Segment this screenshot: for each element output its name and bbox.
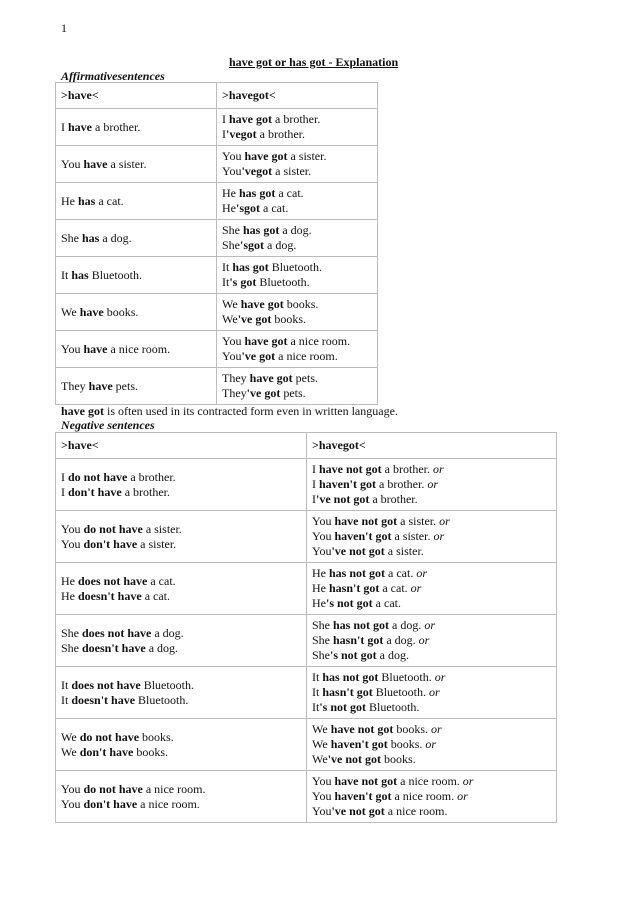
bold-verb: have got <box>61 404 104 418</box>
text-segment: a dog. <box>383 633 419 647</box>
bold-verb: haven't got <box>334 789 392 803</box>
bold-verb: have got <box>240 297 284 311</box>
text-segment: You <box>222 349 242 363</box>
table-row <box>56 615 557 667</box>
text-segment: a brother. <box>272 112 321 126</box>
text-segment: a nice room. <box>107 341 171 356</box>
text-segment: She <box>312 633 333 647</box>
bold-verb: haven't got <box>319 477 376 491</box>
have-got-cell <box>217 257 378 294</box>
text-segment: You <box>312 804 332 818</box>
text-segment: a brother. <box>369 492 418 506</box>
text-segment: a sister. <box>142 521 182 536</box>
bold-verb: have got <box>244 334 288 348</box>
text-segment: You <box>312 789 335 803</box>
text-segment: It <box>222 260 233 274</box>
bold-verb: 'vegot <box>226 127 257 141</box>
or-label: or <box>424 618 436 632</box>
bold-verb: 've got <box>246 386 281 400</box>
have-cell <box>56 563 307 615</box>
text-segment: It <box>61 267 72 282</box>
text-segment: a cat. <box>275 186 304 200</box>
text-segment: You <box>222 149 245 163</box>
table-row <box>56 563 557 615</box>
bold-verb: 've got <box>241 349 276 363</box>
affirmative-heading: Affirmativesentences <box>61 69 165 83</box>
bold-verb: 've got <box>237 312 272 326</box>
bold-verb: have got <box>249 371 293 385</box>
bold-verb: have not got <box>319 462 382 476</box>
text-segment: You <box>312 544 332 558</box>
text-segment: It <box>222 275 230 289</box>
bold-verb: does not have <box>82 625 152 640</box>
bold-verb: 'vegot <box>241 164 273 178</box>
or-label: or <box>457 789 468 803</box>
text-segment: a dog. <box>145 640 179 655</box>
text-segment: Bluetooth. <box>378 670 435 684</box>
bold-verb: has got <box>232 260 269 274</box>
text-segment: He <box>61 573 78 588</box>
affirmative-table <box>55 82 378 405</box>
contraction-note <box>61 404 398 419</box>
text-segment: a dog. <box>279 223 312 237</box>
have-cell <box>56 220 217 257</box>
table-row <box>56 667 557 719</box>
table-row <box>56 511 557 563</box>
text-segment: a nice room. <box>142 781 206 796</box>
text-segment: a sister. <box>137 536 177 551</box>
bold-verb: have got <box>244 149 288 163</box>
text-segment: She <box>61 230 82 245</box>
text-segment: a dog. <box>389 618 425 632</box>
header-have-got: >havegot< <box>217 83 378 109</box>
have-got-cell <box>217 294 378 331</box>
bold-verb: 's not got <box>326 596 373 610</box>
text-segment: You <box>222 334 245 348</box>
text-segment: a cat. <box>372 596 401 610</box>
or-label: or <box>431 722 442 736</box>
have-got-cell <box>307 459 557 511</box>
have-cell <box>56 294 217 331</box>
have-cell <box>56 459 307 511</box>
bold-verb: do not have <box>68 469 128 484</box>
have-cell <box>56 719 307 771</box>
or-label: or <box>434 670 446 684</box>
table-header-row <box>56 83 378 109</box>
text-segment: a sister. <box>391 529 434 543</box>
text-segment: a brother. <box>127 469 176 484</box>
bold-verb: have <box>83 156 108 171</box>
text-segment: I <box>61 484 68 499</box>
or-label: or <box>433 529 445 543</box>
text-segment: He <box>312 596 326 610</box>
page-number: 1 <box>61 21 67 35</box>
text-segment: is often used in its contracted form even in written language. <box>104 404 398 418</box>
text-segment: We <box>61 304 80 319</box>
text-segment: books. <box>283 297 319 311</box>
text-segment: a dog. <box>151 625 184 640</box>
bold-verb: don't have <box>83 796 138 811</box>
text-segment: a sister. <box>107 156 147 171</box>
text-segment: I <box>61 119 68 134</box>
text-segment: It <box>312 700 320 714</box>
have-got-cell <box>217 183 378 220</box>
table-row <box>56 368 378 405</box>
bold-verb: don't have <box>79 744 134 759</box>
text-segment: You <box>61 521 84 536</box>
bold-verb: have not got <box>334 774 398 788</box>
text-segment: Bluetooth. <box>140 677 195 692</box>
table-row <box>56 771 557 823</box>
text-segment: a dog. <box>376 648 409 662</box>
text-segment: He <box>61 193 78 208</box>
bold-verb: 've not got <box>331 804 385 818</box>
bold-verb: doesn't have <box>71 692 136 707</box>
text-segment: She <box>61 640 82 655</box>
text-segment: books. <box>103 304 139 319</box>
bold-verb: don't have <box>68 484 122 499</box>
have-cell <box>56 257 217 294</box>
text-segment: You <box>312 529 335 543</box>
text-segment: They <box>222 386 247 400</box>
text-segment: It <box>312 685 323 699</box>
or-label: or <box>427 477 438 491</box>
have-got-cell <box>307 667 557 719</box>
bold-verb: does not have <box>71 677 141 692</box>
have-cell <box>56 615 307 667</box>
text-segment: She <box>312 648 330 662</box>
bold-verb: has got <box>243 223 280 237</box>
table-row <box>56 257 378 294</box>
bold-verb: does not have <box>78 573 148 588</box>
text-segment: books. <box>387 737 426 751</box>
or-label: or <box>439 514 450 528</box>
table-row <box>56 331 378 368</box>
text-segment: a nice room. <box>391 789 458 803</box>
bold-verb: have got <box>229 112 272 126</box>
bold-verb: have <box>79 304 104 319</box>
or-label: or <box>425 737 437 751</box>
text-segment: a dog. <box>99 230 132 245</box>
bold-verb: haven't got <box>330 737 388 751</box>
text-segment: I <box>312 492 316 506</box>
text-segment: a brother. <box>92 119 141 134</box>
have-got-cell <box>307 615 557 667</box>
bold-verb: 's not got <box>319 700 367 714</box>
have-cell <box>56 183 217 220</box>
table-row <box>56 146 378 183</box>
table-row <box>56 109 378 146</box>
or-label: or <box>416 566 427 580</box>
page-title: have got or has got - Explanation <box>229 55 399 69</box>
text-segment: a sister. <box>384 544 424 558</box>
text-segment: She <box>222 238 240 252</box>
header-have-got: >havegot< <box>307 433 557 459</box>
text-segment: He <box>312 581 329 595</box>
text-segment: We <box>61 729 80 744</box>
text-segment: a nice room. <box>397 774 463 788</box>
bold-verb: 've not got <box>331 544 385 558</box>
bold-verb: has <box>71 267 89 282</box>
bold-verb: has not got <box>329 566 386 580</box>
text-segment: We <box>222 297 241 311</box>
negative-heading: Negative sentences <box>61 418 155 432</box>
or-label: or <box>410 581 422 595</box>
have-cell <box>56 771 307 823</box>
text-segment: a nice room. <box>275 349 338 363</box>
text-segment: You <box>312 774 335 788</box>
text-segment: a brother. <box>376 477 428 491</box>
text-segment: books. <box>381 752 416 766</box>
header-have: >have< <box>56 433 307 459</box>
text-segment: a nice room. <box>384 804 448 818</box>
have-got-cell <box>217 368 378 405</box>
or-label: or <box>418 633 430 647</box>
have-cell <box>56 368 217 405</box>
bold-verb: 'sgot <box>240 238 264 252</box>
text-segment: He <box>222 201 236 215</box>
text-segment: a sister. <box>287 149 327 163</box>
table-row <box>56 220 378 257</box>
text-segment: You <box>61 536 84 551</box>
bold-verb: hasn't got <box>329 581 380 595</box>
bold-verb: have <box>88 378 113 393</box>
text-segment: books. <box>271 312 307 326</box>
have-cell <box>56 667 307 719</box>
have-cell <box>56 331 217 368</box>
table-row <box>56 294 378 331</box>
text-segment: I <box>312 462 319 476</box>
text-segment: a sister. <box>397 514 440 528</box>
text-segment: We <box>312 722 331 736</box>
text-segment: You <box>61 781 84 796</box>
text-segment: a cat. <box>95 193 124 208</box>
text-segment: a cat. <box>260 201 289 215</box>
bold-verb: 'sgot <box>236 201 260 215</box>
bold-verb: do not have <box>83 781 143 796</box>
text-segment: a brother. <box>121 484 171 499</box>
text-segment: They <box>222 371 250 385</box>
text-segment: Bluetooth. <box>88 267 143 282</box>
text-segment: It <box>312 670 323 684</box>
table-row <box>56 459 557 511</box>
text-segment: He <box>61 588 78 603</box>
text-segment: a cat. <box>147 573 176 588</box>
bold-verb: doesn't have <box>82 640 146 655</box>
bold-verb: haven't got <box>334 529 392 543</box>
text-segment: It <box>61 677 72 692</box>
have-got-cell <box>307 719 557 771</box>
have-got-cell <box>307 771 557 823</box>
text-segment: They <box>61 378 89 393</box>
have-cell <box>56 511 307 563</box>
header-have: >have< <box>56 83 217 109</box>
text-segment: She <box>312 618 333 632</box>
table-row <box>56 183 378 220</box>
have-got-cell <box>217 146 378 183</box>
text-segment: I <box>222 112 229 126</box>
bold-verb: 've not got <box>327 752 382 766</box>
text-segment: You <box>312 514 335 528</box>
text-segment: She <box>222 223 243 237</box>
text-segment: It <box>61 692 72 707</box>
text-segment: You <box>222 164 242 178</box>
text-segment: She <box>61 625 82 640</box>
have-got-cell <box>217 220 378 257</box>
bold-verb: have <box>68 119 92 134</box>
text-segment: pets. <box>292 371 318 385</box>
bold-verb: 's got <box>229 275 257 289</box>
text-segment: Bluetooth. <box>256 275 310 289</box>
negative-table <box>55 432 557 823</box>
bold-verb: has <box>82 230 100 245</box>
have-cell <box>56 146 217 183</box>
text-segment: We <box>312 752 328 766</box>
text-segment: a brother. <box>256 127 305 141</box>
text-segment: pets. <box>112 378 138 393</box>
text-segment: a cat. <box>141 588 170 603</box>
bold-verb: 've not got <box>316 492 370 506</box>
bold-verb: don't have <box>83 536 138 551</box>
have-got-cell <box>217 331 378 368</box>
have-got-cell <box>307 563 557 615</box>
bold-verb: do not have <box>83 521 143 536</box>
bold-verb: do not have <box>79 729 140 744</box>
text-segment: You <box>61 341 84 356</box>
text-segment: a brother. <box>381 462 433 476</box>
bold-verb: hasn't got <box>322 685 373 699</box>
bold-verb: have not got <box>330 722 394 736</box>
text-segment: We <box>222 312 238 326</box>
text-segment: He <box>312 566 329 580</box>
bold-verb: have <box>83 341 108 356</box>
text-segment: We <box>61 744 80 759</box>
text-segment: Bluetooth. <box>366 700 420 714</box>
text-segment: books. <box>139 729 174 744</box>
bold-verb: hasn't got <box>333 633 384 647</box>
text-segment: Bluetooth. <box>135 692 189 707</box>
text-segment: We <box>312 737 331 751</box>
bold-verb: have not got <box>334 514 398 528</box>
text-segment: I <box>312 477 319 491</box>
text-segment: He <box>222 186 239 200</box>
bold-verb: 's not got <box>330 648 377 662</box>
have-got-cell <box>307 511 557 563</box>
text-segment: I <box>222 127 226 141</box>
text-segment: a nice room. <box>137 796 200 811</box>
bold-verb: has <box>78 193 96 208</box>
text-segment: pets. <box>280 386 306 400</box>
or-label: or <box>429 685 440 699</box>
have-cell <box>56 109 217 146</box>
text-segment: books. <box>133 744 169 759</box>
text-segment: books. <box>393 722 432 736</box>
text-segment: Bluetooth. <box>268 260 323 274</box>
text-segment: a nice room. <box>287 334 351 348</box>
text-segment: Bluetooth. <box>372 685 430 699</box>
text-segment: You <box>61 156 84 171</box>
table-row <box>56 719 557 771</box>
bold-verb: has not got <box>322 670 379 684</box>
or-label: or <box>433 462 444 476</box>
text-segment: a cat. <box>379 581 411 595</box>
table-header-row <box>56 433 557 459</box>
or-label: or <box>462 774 474 788</box>
bold-verb: has not got <box>333 618 390 632</box>
bold-verb: doesn't have <box>78 588 142 603</box>
text-segment: You <box>61 796 84 811</box>
text-segment: a cat. <box>385 566 417 580</box>
text-segment: a dog. <box>264 238 297 252</box>
text-segment: a sister. <box>272 164 312 178</box>
bold-verb: has got <box>239 186 276 200</box>
have-got-cell <box>217 109 378 146</box>
text-segment: I <box>61 469 68 484</box>
